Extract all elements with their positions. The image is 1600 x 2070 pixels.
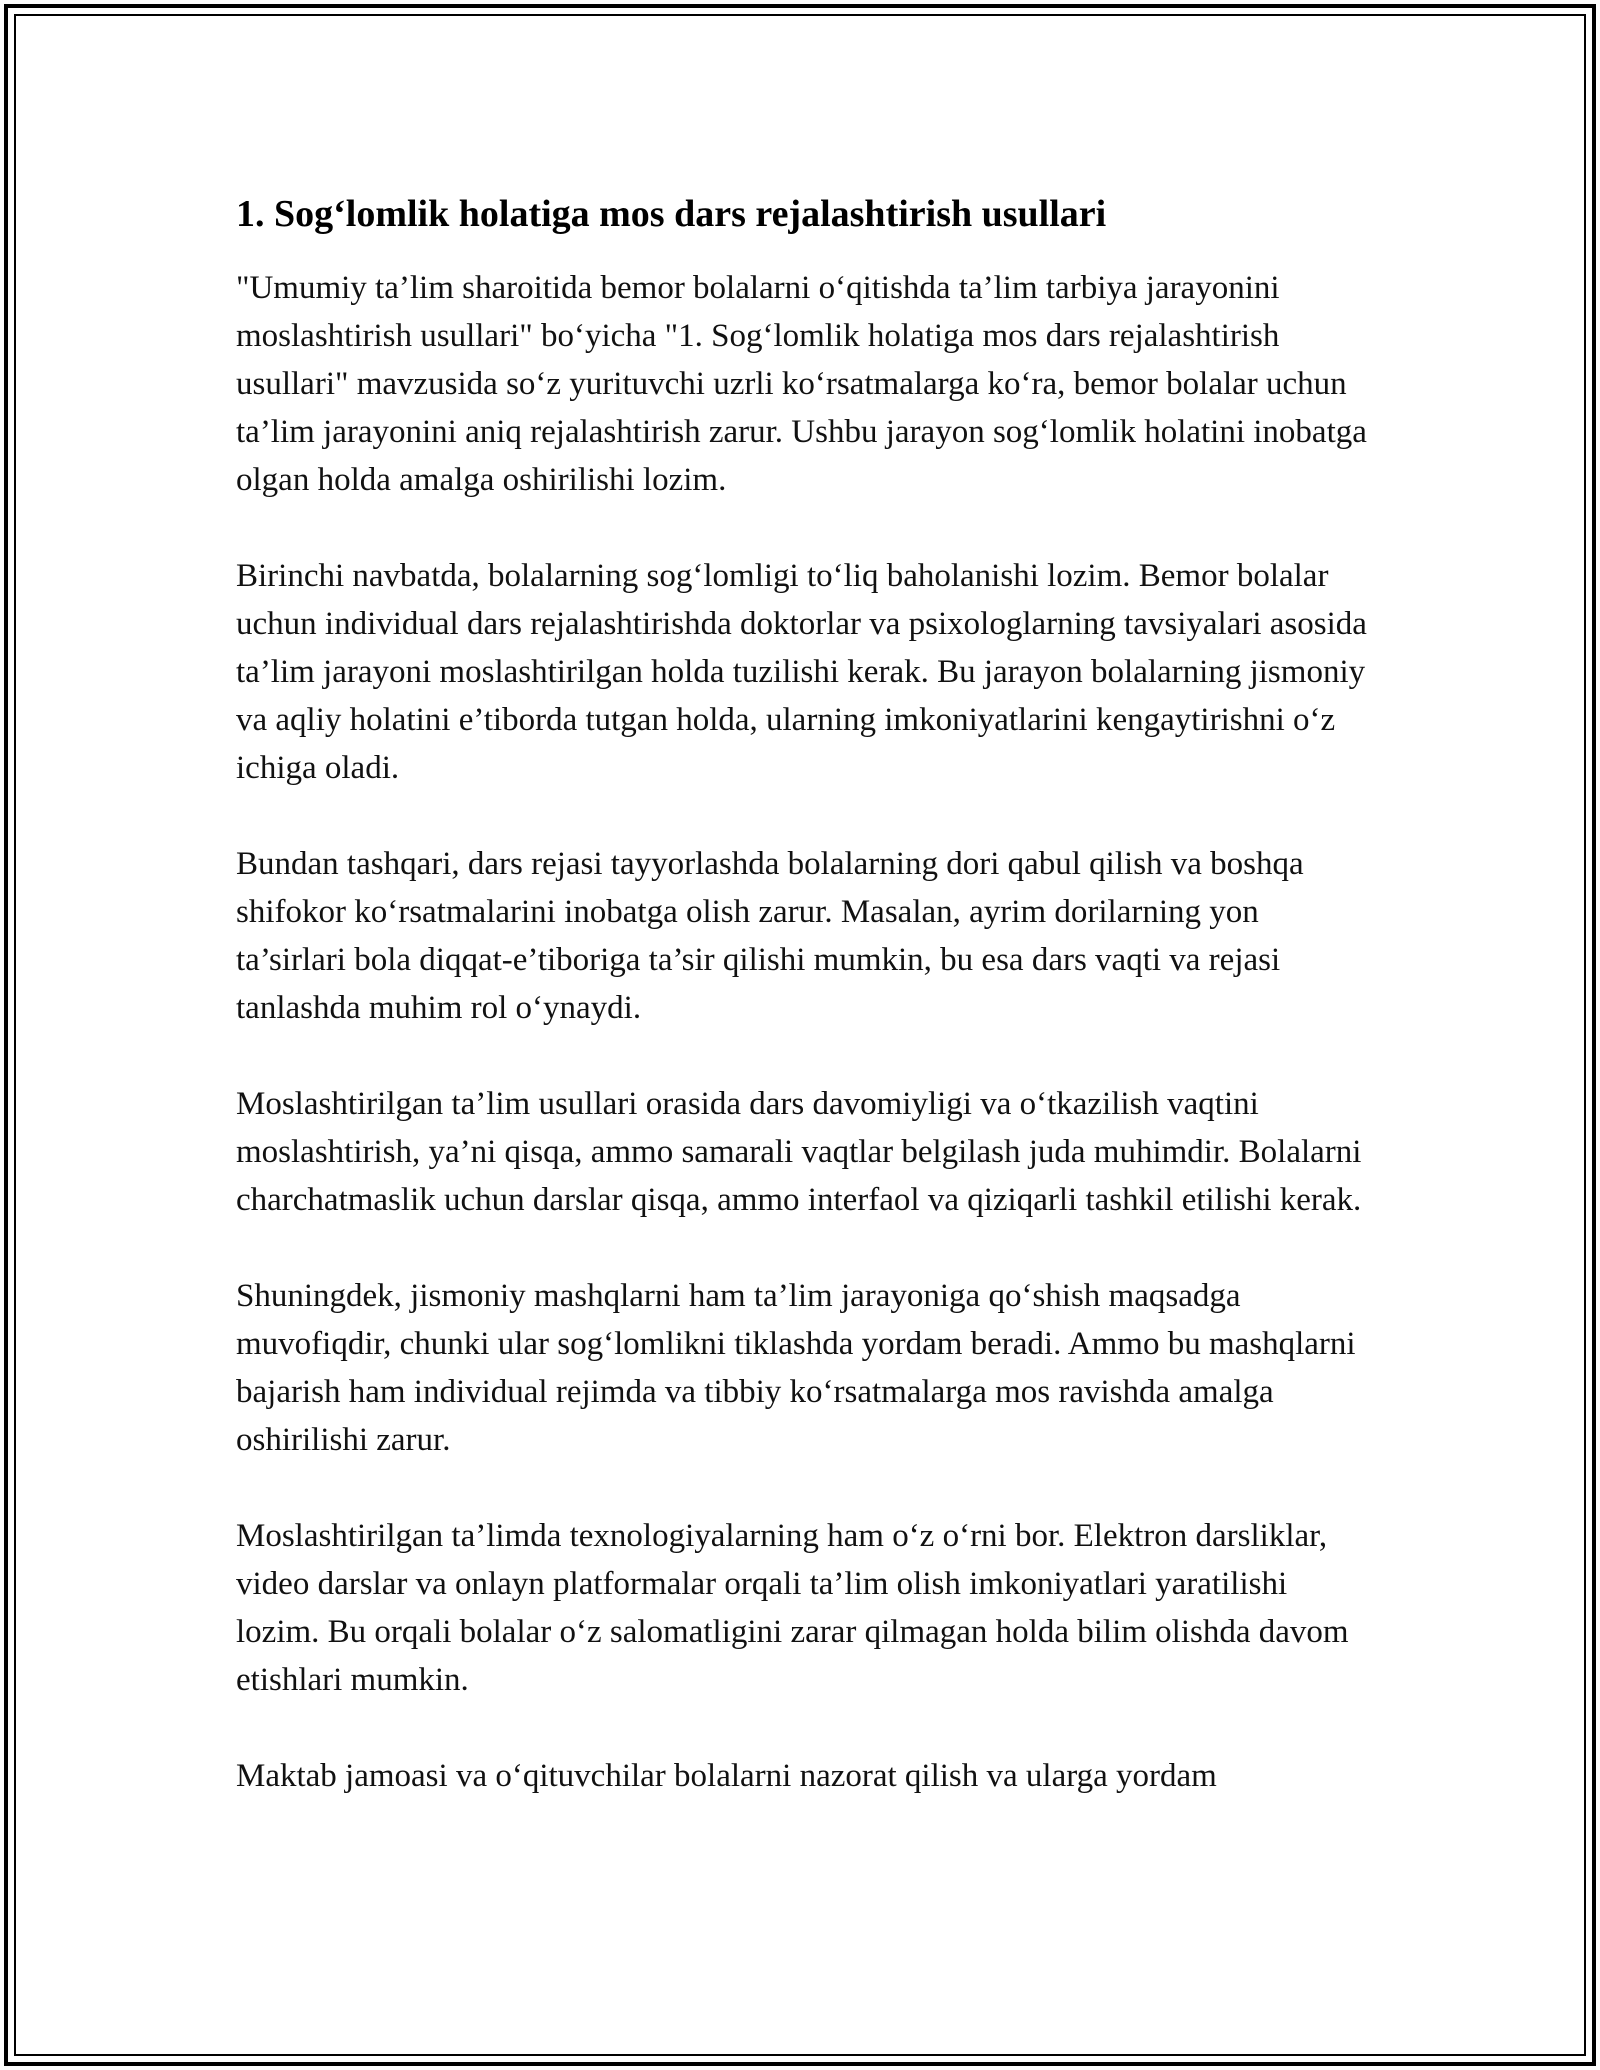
paragraph-school-team: Maktab jamoasi va o‘qituvchilar bolalarni nazorat qilish va ularga yordam — [236, 1758, 1217, 1794]
paragraph-lesson-duration: Moslashtirilgan ta’lim usullari orasida dars davomiyligi va o‘tkazilish vaqtini moslashtirish, ya’ni qisqa, ammo samarali vaqtlar belgilash juda muhimdir. Bolalarni charchatmaslik uchun darslar qisqa, ammo interfaol va qiziqarli tashkil etilishi kerak. — [236, 1086, 1362, 1218]
paragraph-technology: Moslashtirilgan ta’limda texnologiyalarning ham o‘z o‘rni bor. Elektron darsliklar, video darslar va onlayn platformalar orqali ta’lim olish imkoniyatlari yaratilishi lozim. Bu orqali bolalar o‘z salomatligini zarar qilmagan holda bilim olishda davom etishlari mumkin. — [236, 1518, 1349, 1698]
section-heading: 1. Sog‘lomlik holatiga mos dars rejalashtirish usullari — [236, 193, 1107, 235]
document-body — [236, 188, 1376, 1848]
paragraph-health-assessment: Birinchi navbatda, bolalarning sog‘lomligi to‘liq baholanishi lozim. Bemor bolalar uchun individual dars rejalashtirishda doktorlar va psixologlarning tavsiyalari asosida ta’lim jarayoni moslashtirilgan holda tuzilishi kerak. Bu jarayon bolalarning jismoniy va aqliy holatini e’tiborda tutgan holda, ularning imkoniyatlarini kengaytirishni o‘z ichiga oladi. — [236, 558, 1367, 786]
paragraph-intro: "Umumiy ta’lim sharoitida bemor bolalarni o‘qitishda ta’lim tarbiya jarayonini moslashtirish usullari" bo‘yicha "1. Sog‘lomlik holatiga mos dars rejalashtirish usullari" mavzusida so‘z yurituvchi uzrli ko‘rsatmalarga ko‘ra, bemor bolalar uchun ta’lim jarayonini aniq rejalashtirish zarur. Ushbu jarayon sog‘lomlik holatini inobatga olgan holda amalga oshirilishi lozim. — [236, 270, 1367, 498]
paragraph-physical-exercise: Shuningdek, jismoniy mashqlarni ham ta’lim jarayoniga qo‘shish maqsadga muvofiqdir, chunki ular sog‘lomlikni tiklashda yordam beradi. Ammo bu mashqlarni bajarish ham individual rejimda va tibbiy ko‘rsatmalarga mos ravishda amalga oshirilishi zarur. — [236, 1278, 1356, 1458]
paragraph-medication: Bundan tashqari, dars rejasi tayyorlashda bolalarning dori qabul qilish va boshqa shifokor ko‘rsatmalarini inobatga olish zarur. Masalan, ayrim dorilarning yon ta’sirlari bola diqqat-e’tiboriga ta’sir qilishi mumkin, bu esa dars vaqti va rejasi tanlashda muhim rol o‘ynaydi. — [236, 846, 1304, 1026]
